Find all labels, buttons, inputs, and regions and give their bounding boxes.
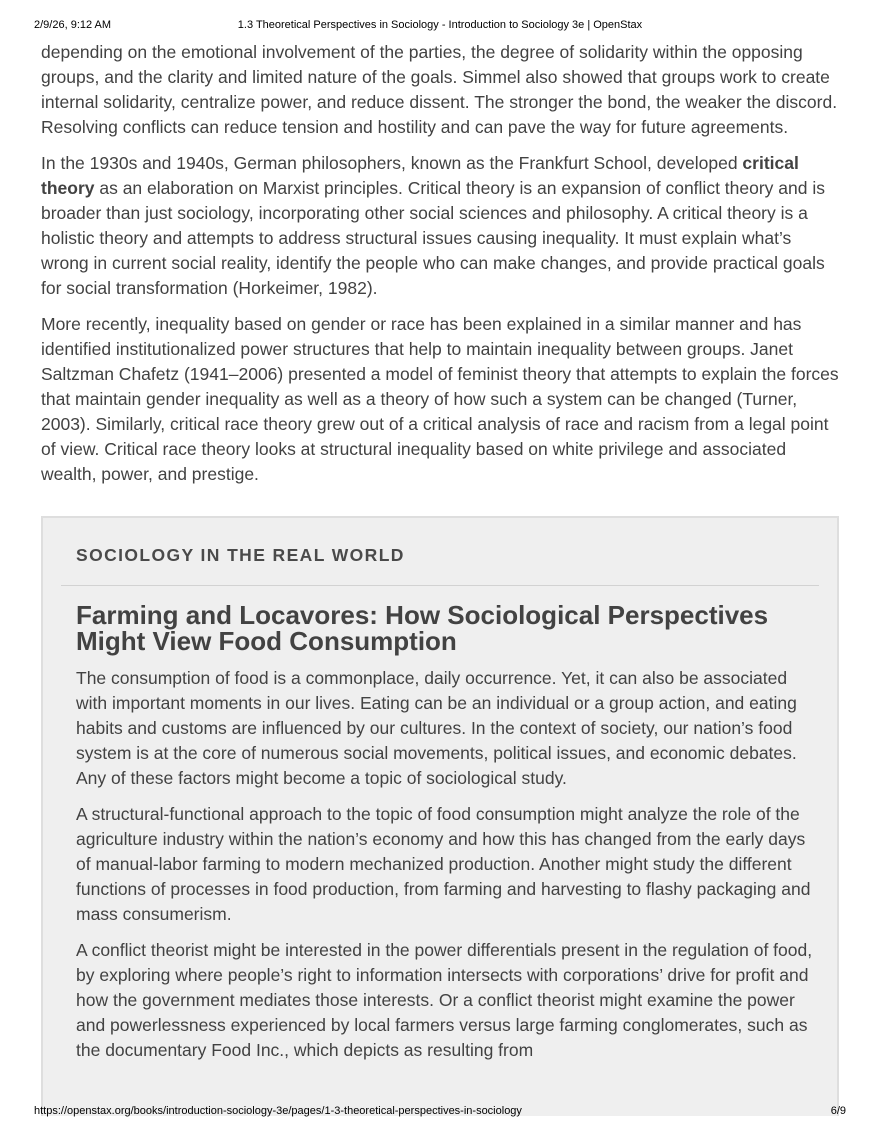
- sociology-in-real-world-feature: [41, 516, 839, 1116]
- paragraph-simmel-conflict: depending on the emotional involvement of the parties, the degree of solidarity within the opposing groups, and the clarity and limited nature of the goals. Simmel also showed that groups work to create internal solidarity, centralize power, and reduce dissent. The stronger the bond, the weaker the discord. Resolving conflicts can reduce tension and hostility and can pave the way for future agreements.: [41, 42, 838, 137]
- feature-heading: Farming and Locavores: How Sociological Perspectives Might View Food Consumption: [76, 600, 769, 656]
- print-url: https://openstax.org/books/introduction-sociology-3e/pages/1-3-theoretical-perspectives-in-sociology: [34, 1105, 522, 1117]
- feature-body: [76, 666, 816, 1074]
- print-page-title: 1.3 Theoretical Perspectives in Sociology - Introduction to Sociology 3e | OpenStax: [237, 19, 643, 31]
- paragraph-gender-race-inequality: More recently, inequality based on gender or race has been explained in a similar manner and has identified institutionalized power structures that help to maintain inequality between groups. Janet Saltzman Chafetz (1941–2006) presented a model of feminist theory that attempts to explain the forces that maintain gender inequality as well as a theory of how such a system can be changed (Turner, 2003). Similarly, critical race theory grew out of a critical analysis of race and racism from a legal point of view. Critical race theory looks at structural inequality based on white privilege and associated wealth, power, and prestige.: [41, 314, 839, 484]
- feature-label: SOCIOLOGY IN THE REAL WORLD: [76, 545, 405, 565]
- feature-divider: [61, 585, 819, 586]
- print-header: [34, 19, 846, 35]
- feature-paragraph-conflict-theorist: A conflict theorist might be interested in the power differentials present in the regulation of food, by exploring where people’s right to information intersects with corporations’ drive for profit and how the government mediates those interests. Or a conflict theorist might examine the power and powerlessness experienced by local farmers versus large farming conglomerates, such as the documentary Food Inc., which depicts as resulting from: [76, 940, 813, 1060]
- critical-theory-text-after: as an elaboration on Marxist principles. Critical theory is an expansion of conflict theory and is broader than just sociology, incorporating other social sciences and philosophy. A critical theory is a holistic theory and attempts to address structural issues causing inequality. It must explain what’s wrong in current social reality, identify the people who can make changes, and provide practical goals for social transformation (Horkeimer, 1982).: [41, 178, 825, 298]
- print-footer: [34, 1105, 846, 1121]
- feature-paragraph-food-consumption: The consumption of food is a commonplace, daily occurrence. Yet, it can also be associated with important moments in our lives. Eating can be an individual or a group action, and eating habits and customs are influenced by our cultures. In the context of society, our nation’s food system is at the core of numerous social movements, political issues, and economic debates. Any of these factors might become a topic of sociological study.: [76, 668, 797, 788]
- paragraph-critical-theory: [41, 151, 841, 301]
- critical-theory-text-before: In the 1930s and 1940s, German philosophers, known as the Frankfurt School, developed: [41, 153, 743, 173]
- feature-paragraph-structural-functional: A structural-functional approach to the topic of food consumption might analyze the role of the agriculture industry within the nation’s economy and how this has changed from the early days of manual-labor farming to modern mechanized production. Another might study the different functions of processes in food production, from farming and harvesting to flashy packaging and mass consumerism.: [76, 804, 811, 924]
- critical-theory-term: critical theory: [41, 153, 799, 198]
- print-datetime: 2/9/26, 9:12 AM: [34, 19, 112, 31]
- article-body: [41, 40, 841, 498]
- print-page-number: 6/9: [830, 1105, 846, 1117]
